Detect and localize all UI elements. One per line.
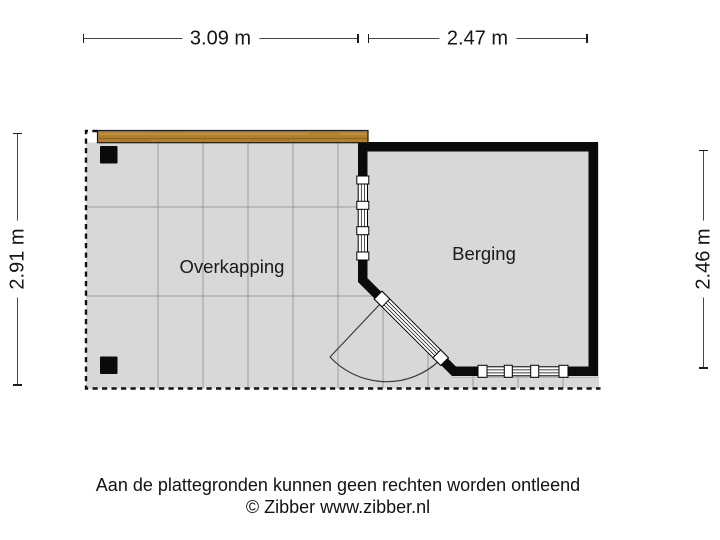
footer (0, 475, 676, 518)
dimension-label-top-overkapping: 3.09 m (182, 28, 259, 51)
dimension-label-right: 2.46 m (693, 220, 716, 297)
window-left (357, 176, 369, 260)
room-label-overkapping: Overkapping (179, 256, 285, 277)
footer-credit: © Zibber www.zibber.nl (245, 496, 431, 517)
dimension-label-top-berging: 2.47 m (439, 28, 516, 51)
dimension-label-left: 2.91 m (7, 220, 30, 297)
wood-beam (98, 131, 369, 143)
window-bottom (478, 365, 568, 377)
support-post-bottom-left (100, 357, 118, 375)
room-label-berging: Berging (452, 243, 516, 264)
footer-disclaimer: Aan de plattegronden kunnen geen rechten worden ontleend (95, 475, 581, 495)
support-post-top-left (100, 146, 118, 164)
